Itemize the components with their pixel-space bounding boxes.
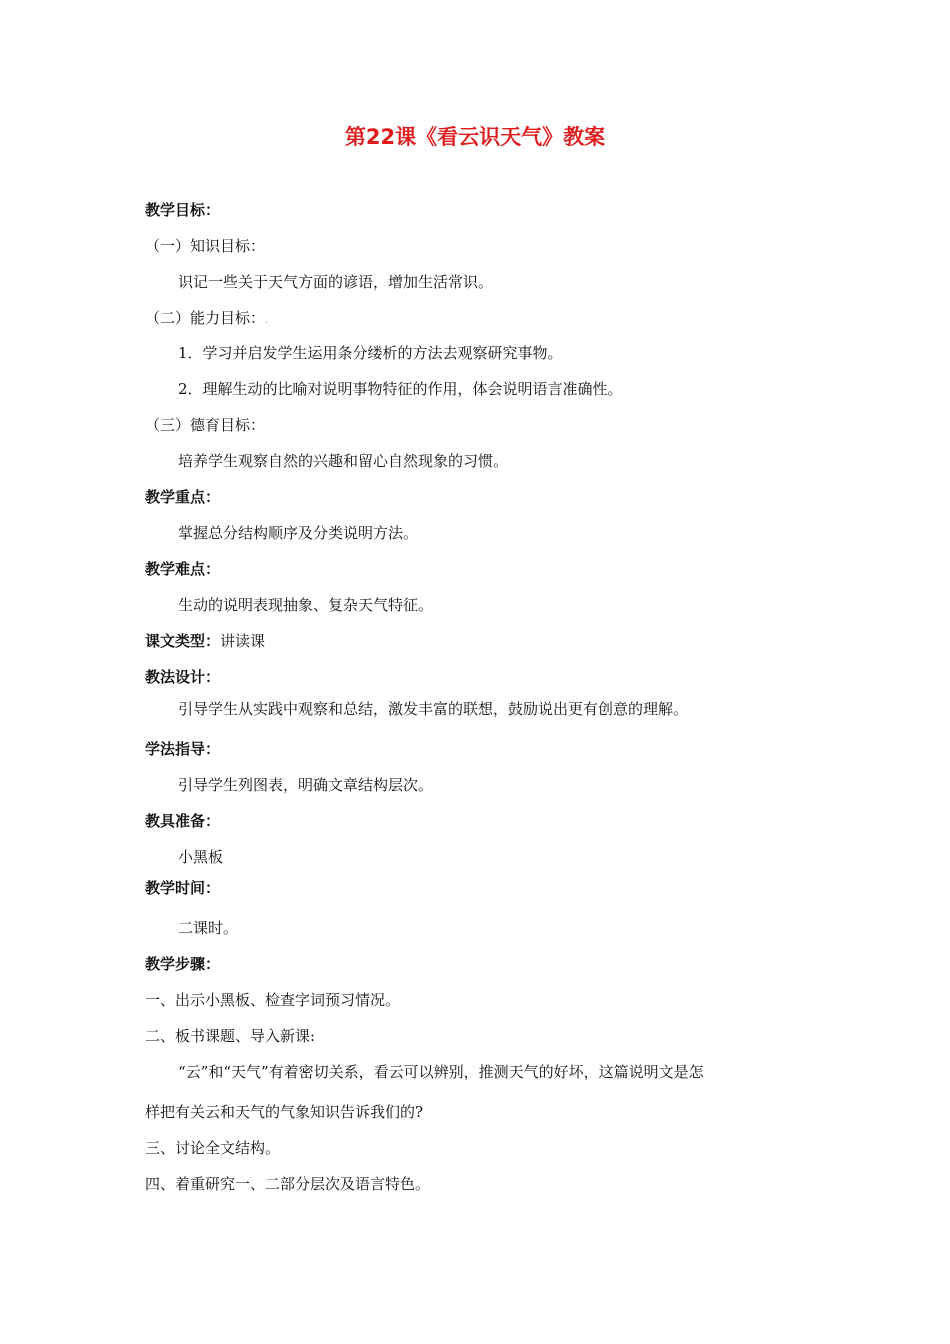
ability-heading-text: （二）能力目标： (145, 309, 266, 327)
difficulty-heading: 教学难点： (145, 560, 221, 578)
time-text: 二课时。 (178, 919, 239, 937)
key-text: 掌握总分结构顺序及分类说明方法。 (178, 524, 419, 542)
method-text: 引导学生从实践中观察和总结，激发丰富的联想，鼓励说出更有创意的理解。 (178, 700, 689, 718)
learning-heading: 学法指导： (145, 740, 221, 758)
goals-heading: 教学目标： (145, 201, 221, 219)
step-2-paragraph-line-2: 样把有关云和天气的气象知识告诉我们的? (145, 1103, 424, 1121)
step-4: 四、着重研究一、二部分层次及语言特色。 (145, 1175, 431, 1193)
method-heading: 教法设计： (145, 668, 221, 686)
ability-item-2: 2．理解生动的比喻对说明事物特征的作用，体会说明语言准确性。 (178, 380, 623, 398)
step-3: 三、讨论全文结构。 (145, 1139, 281, 1157)
learning-text: 引导学生列图表，明确文章结构层次。 (178, 776, 434, 794)
type-text: 讲读课 (220, 632, 266, 650)
difficulty-text: 生动的说明表现抽象、复杂天气特征。 (178, 596, 434, 614)
step-2-paragraph-line-1: “云”和“天气”有着密切关系，看云可以辨别，推测天气的好坏，这篇说明文是怎 (178, 1063, 704, 1081)
type-heading: 课文类型： (145, 632, 221, 650)
step-1: 一、出示小黑板、检查字词预习情况。 (145, 991, 401, 1009)
document-title: 第22课《看云识天气》教案 (344, 125, 606, 149)
moral-text: 培养学生观察自然的兴趣和留心自然现象的习惯。 (178, 452, 509, 470)
type-line (145, 631, 265, 651)
moral-heading: （三）德育目标： (145, 416, 266, 434)
steps-heading: 教学步骤： (145, 955, 221, 973)
knowledge-text: 识记一些关于天气方面的谚语，增加生活常识。 (178, 273, 494, 291)
tools-text: 小黑板 (178, 848, 224, 866)
ability-item-1: 1．学习并启发学生运用条分缕析的方法去观察研究事物。 (178, 344, 563, 362)
tools-heading: 教具准备： (145, 812, 221, 830)
mark-dot: . (265, 315, 269, 326)
key-heading: 教学重点： (145, 488, 221, 506)
time-heading: 教学时间： (145, 879, 221, 897)
knowledge-heading: （一）知识目标： (145, 237, 266, 255)
step-2: 二、板书课题、导入新课: (145, 1027, 316, 1045)
ability-heading (145, 308, 268, 331)
